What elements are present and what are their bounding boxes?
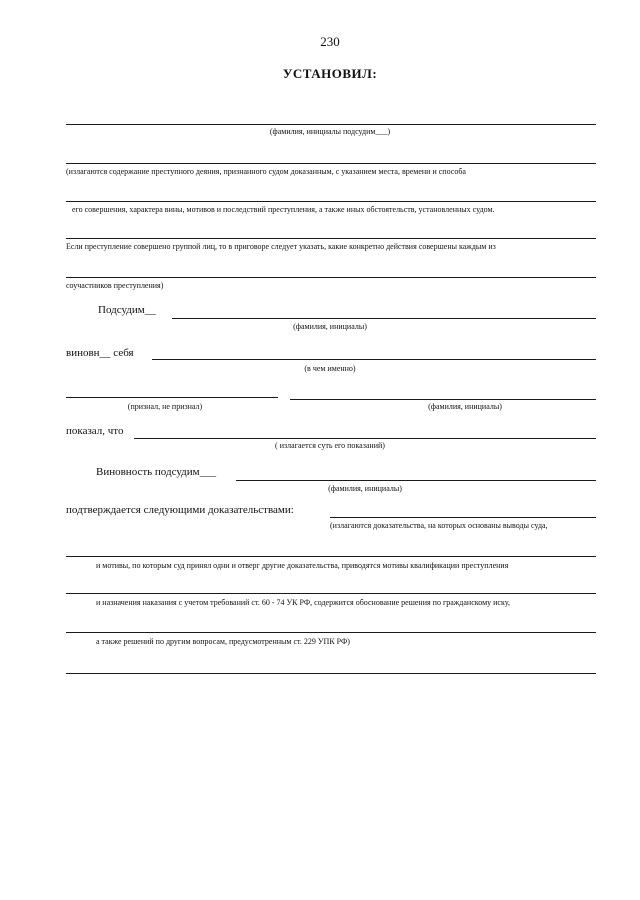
blank-line-group-2[interactable]	[66, 277, 596, 278]
blank-line-confirmed[interactable]	[330, 517, 596, 518]
blank-line-admitted[interactable]	[66, 397, 278, 398]
blank-line-crime-2[interactable]	[66, 201, 596, 202]
caption-crime-description-1: (излагаются содержание преступного деяния, признанного судом доказанным, с указанием места, времени и способа	[66, 167, 466, 176]
caption-name-initials-1: (фамилия, инициалы)	[293, 322, 367, 331]
blank-line-guilty[interactable]	[152, 359, 596, 360]
caption-evidence-3: и назначения наказания с учетом требований ст. 60 - 74 УК РФ, содержится обоснование решения по гражданскому иску,	[96, 598, 510, 607]
blank-line-evidence-2[interactable]	[66, 593, 596, 594]
section-heading: УСТАНОВИЛ:	[282, 66, 378, 81]
blank-line-guilt[interactable]	[236, 480, 596, 481]
blank-line-defendant[interactable]	[66, 124, 596, 125]
caption-testimony: ( излагается суть его показаний)	[275, 441, 385, 450]
blank-line-evidence-1[interactable]	[66, 556, 596, 557]
blank-line-name-2[interactable]	[290, 399, 596, 400]
blank-line-evidence-4[interactable]	[66, 673, 596, 674]
blank-line-testified[interactable]	[134, 438, 596, 439]
label-testified: показал, что	[66, 425, 124, 437]
caption-evidence-1: (излагаются доказательства, на которых основаны выводы суда,	[330, 521, 548, 530]
caption-evidence-4: а также решений по другим вопросам, предусмотренным ст. 229 УПК РФ)	[96, 637, 350, 646]
caption-group-crime-2: соучастников преступления)	[66, 281, 164, 290]
caption-name-initials-3: (фамилия, инициалы)	[328, 484, 402, 493]
caption-what-exactly: (в чем именно)	[304, 364, 356, 373]
label-defendant: Подсудим__	[98, 304, 156, 316]
caption-evidence-2: и мотивы, по которым суд принял одни и отверг другие доказательства, приводятся мотивы квалификации преступления	[96, 561, 509, 570]
page-number: 230	[320, 34, 340, 49]
caption-group-crime-1: Если преступление совершено группой лиц, то в приговоре следует указать, какие конкретно действия совершены каждым из	[66, 242, 496, 251]
label-guilt: Виновность подсудим___	[96, 466, 217, 478]
blank-line-crime-1[interactable]	[66, 163, 596, 164]
caption-crime-description-2: его совершения, характера вины, мотивов и последствий преступления, а также иных обстоятельств, установленных судом.	[72, 205, 495, 214]
label-confirmed: подтверждается следующими доказательствами:	[66, 504, 294, 516]
blank-line-group-1[interactable]	[66, 238, 596, 239]
blank-line-evidence-3[interactable]	[66, 632, 596, 633]
caption-name-initials-2: (фамилия, инициалы)	[428, 402, 502, 411]
caption-defendant-name: (фамилия, инициалы подсудим___)	[269, 127, 391, 136]
caption-admitted: (признал, не признал)	[127, 402, 203, 411]
label-guilty: виновн__ себя	[66, 347, 134, 359]
blank-line-defendant-name[interactable]	[172, 318, 596, 319]
